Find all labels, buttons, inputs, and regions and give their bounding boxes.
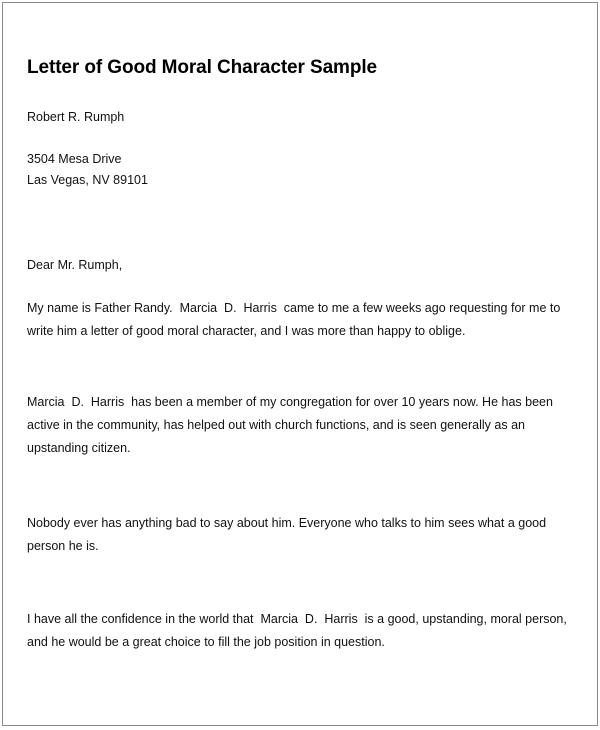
- letter-paragraph-4: I have all the confidence in the world that Marcia D. Harris is a good, upstanding, moral person, and he would be a great choice to fill the job position in question.: [27, 612, 571, 649]
- page-title: Letter of Good Moral Character Sample: [27, 57, 377, 78]
- letter-content: [27, 0, 573, 654]
- address-street-line: 3504 Mesa Drive: [27, 152, 122, 166]
- page-border-left: [2, 2, 3, 726]
- salutation: Dear Mr. Rumph,: [27, 258, 123, 272]
- sender-name: Robert R. Rumph: [27, 110, 125, 124]
- page-border-right: [597, 2, 598, 726]
- letter-paragraph-3: Nobody ever has anything bad to say about him. Everyone who talks to him sees what a good person he is.: [27, 516, 550, 553]
- address-city-state-zip-line: Las Vegas, NV 89101: [27, 173, 148, 187]
- letter-paragraph-2: Marcia D. Harris has been a member of my congregation for over 10 years now. He has been active in the community, has helped out with church functions, and is seen generally as an upstanding citizen.: [27, 395, 557, 455]
- letter-paragraph-1: My name is Father Randy. Marcia D. Harris came to me a few weeks ago requesting for me to write him a letter of good moral character, and I was more than happy to oblige.: [27, 301, 564, 338]
- page-border-bottom: [2, 725, 598, 726]
- sender-address-block: [27, 125, 573, 191]
